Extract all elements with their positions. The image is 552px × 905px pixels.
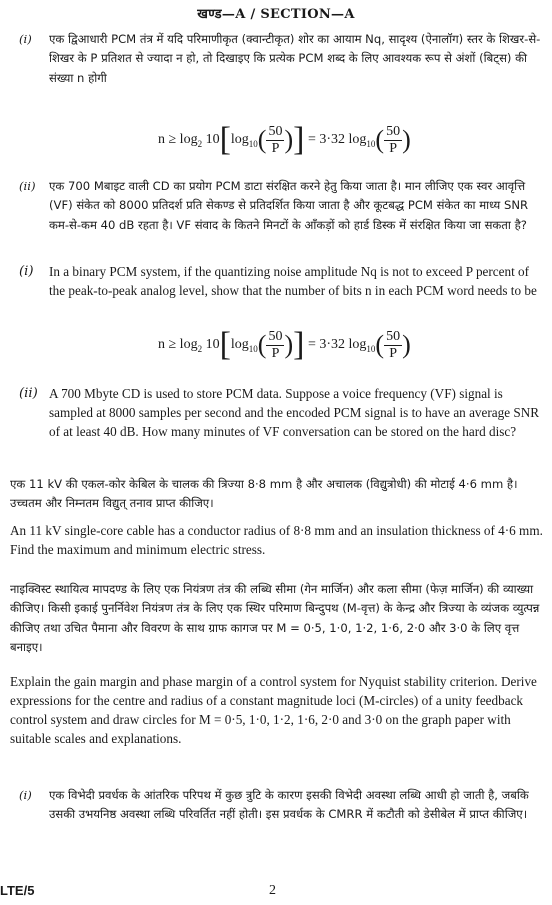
cable-question-english: An 11 kV single-core cable has a conductor radius of 8·8 mm and an insulation thickness of 4·6 mm. Find the maximum and minimum electric stress.	[10, 523, 543, 557]
formula-hindi: $n \ge \log_2 10[\log_{10}$( $\frac{50}{P}$ )] = 3·32 $\log_{10}$( $\frac{50}{P}$ )	[158, 121, 411, 158]
question-number: (ii)	[19, 386, 38, 401]
question-text: एक 700 Mबाइट वाली CD का प्रयोग PCM डाटा संरक्षित करने हेतु किया जाता है। मान लीजिए एक स्वर आवृत्ति (VF) संकेत को 8000 प्रतिदर्श प्रति सेकण्ड से प्रतिदर्शित किया जाता है और कूटबद्ध PCM संकेत का माध्य SNR कम-से-कम 40 dB रहता है। VF संवाद के कितने मिनटों के आँकड़ों को हार्ड डिस्क में संरक्षित किया जा सकता है?	[49, 179, 529, 232]
cmrr-question-hindi	[19, 786, 544, 825]
question-number: (i)	[19, 264, 34, 279]
question-text: एक द्विआधारी PCM तंत्र में यदि परिमाणीकृत (क्वान्टीकृत) शोर का आयाम Nq, सादृश्य (ऐनालॉग) स्तर के शिखर-से-शिखर के P प्रतिशत से ज्यादा न हो, तो दिखाइए कि प्रत्येक PCM शब्द के लिए आवश्यक रूप से अंशों (बिट्स) की संख्या n होगी	[49, 32, 541, 85]
question-number: (ii)	[19, 179, 36, 193]
nyquist-question-english: Explain the gain margin and phase margin of a control system for Nyquist stability criterion. Derive expressions for the centre and radius of a constant magnitude loci (M-circles) of a unity feedback control system and draw circles for M = 0·5, 1·0, 1·2, 1·6, 2·0 and 3·0 on the graph paper with suitable scales and explanations.	[10, 674, 537, 746]
paper-code: LTE/5	[0, 883, 35, 898]
question-number: (i)	[19, 32, 32, 46]
nyquist-question-hindi: नाइक्विस्ट स्थायित्व मापदण्ड के लिए एक नियंत्रण तंत्र की लब्धि सीमा (गेन मार्जिन) और कला सीमा (फेज़ मार्जिन) की व्याख्या कीजिए। किसी इकाई पुनर्निवेश नियंत्रण तंत्र के लिए एक स्थिर परिमाण बिन्दुपथ (M-वृत्त) के केन्द्र और त्रिज्या के व्यंजक व्युत्पन्न कीजिए तथा उचित पैमाना और विवरण के साथ ग्राफ कागज पर M = 0·5, 1·0, 1·2, 1·6, 2·0 और 3·0 के लिए वृत्त बनाइए।	[10, 582, 540, 655]
question-i-english	[19, 262, 544, 300]
question-text: एक विभेदी प्रवर्धक के आंतरिक परिपथ में कुछ त्रुटि के कारण इसकी विभेदी अवस्था लब्धि आधी हो जाती है, जबकि उसकी उभयनिष्ठ अवस्था लब्धि परिवर्तित नहीं होती। इस प्रवर्धक के CMRR में कटौती को डेसीबेल में प्राप्त कीजिए।	[49, 788, 529, 822]
question-ii-hindi	[19, 177, 544, 235]
question-text: In a binary PCM system, if the quantizing noise amplitude Nq is not to exceed P percent of the peak-to-peak analog level, show that the number of bits n in each PCM word needs to be	[49, 264, 537, 298]
question-ii-english	[19, 384, 544, 441]
cable-question-hindi: एक 11 kV की एकल-कोर केबिल के चालक की त्रिज्या 8·8 mm है और अचालक (विद्युत्रोधी) की मोटाई 4·6 mm है। उच्चतम और निम्नतम विद्युत् तनाव प्राप्त कीजिए।	[10, 477, 518, 511]
formula-english: $n \ge \log_2 10[\log_{10}$( $\frac{50}{P}$ )] = 3·32 $\log_{10}$( $\frac{50}{P}$ )	[158, 326, 411, 363]
page-number: 2	[269, 883, 276, 898]
section-header: खण्ड—A / SECTION—A	[197, 7, 355, 22]
question-i-hindi	[19, 30, 544, 88]
question-number: (i)	[19, 788, 32, 802]
question-text: A 700 Mbyte CD is used to store PCM data. Suppose a voice frequency (VF) signal is sampled at 8000 samples per second and the encoded PCM signal is to have an average SNR of at least 40 dB. How many minutes of VF conversation can be stored on the hard disc?	[49, 386, 540, 439]
